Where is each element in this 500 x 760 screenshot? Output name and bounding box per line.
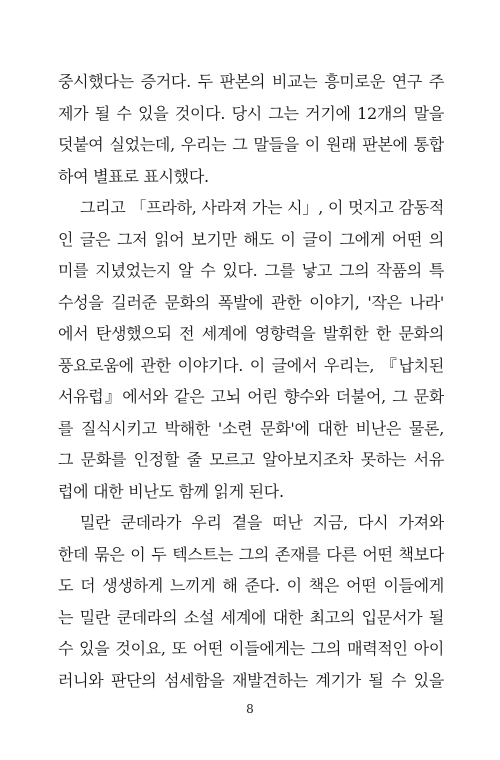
paragraph-1: [58, 66, 444, 192]
text-line: 하여 별표로 표시했다.: [58, 166, 209, 186]
text-line: 중시했다는 증거다. 두 판본의 비교는 흥미로운 연구 주: [58, 72, 444, 91]
body-text: [58, 66, 444, 696]
text-line: 그리고 「프라하, 사라져 가는 시」, 이 멋지고 감동적: [80, 198, 444, 217]
text-line: 인 글은 그저 읽어 보기만 해도 이 글이 그에게 어떤 의: [58, 229, 444, 249]
text-line: 풍요로움에 관한 이야기다. 이 글에서 우리는, 『납치된: [58, 355, 444, 375]
page-number: 8: [246, 702, 254, 716]
text-line: 미를 지녔었는지 알 수 있다. 그를 낳고 그의 작품의 특: [58, 261, 444, 280]
text-line: 제가 될 수 있을 것이다. 당시 그는 거기에 12개의 말을: [58, 103, 444, 123]
text-line: 수성을 길러준 문화의 폭발에 관한 이야기, '작은 나라': [58, 292, 444, 312]
text-line: 도 더 생생하게 느끼게 해 준다. 이 책은 어떤 이들에게: [58, 576, 444, 595]
text-line: 럽에 대한 비난도 함께 읽게 된다.: [58, 481, 284, 501]
paragraph-3: [58, 507, 444, 696]
text-line: 수 있을 것이요, 또 어떤 이들에게는 그의 매력적인 아이: [58, 639, 444, 658]
text-line: 에서 탄생했으되 전 세계에 영향력을 발휘한 한 문화의: [58, 324, 444, 343]
text-line: 는 밀란 쿤데라의 소설 세계에 대한 최고의 입문서가 될: [58, 607, 444, 627]
text-line: 덧붙여 실었는데, 우리는 그 말들을 이 원래 판본에 통합: [58, 135, 444, 154]
text-line: 러니와 판단의 섬세함을 재발견하는 계기가 될 수 있을: [58, 670, 444, 690]
text-line: 밀란 쿤데라가 우리 곁을 떠난 지금, 다시 가져와: [80, 513, 444, 532]
text-line: 그 문화를 인정할 줄 모르고 알아보지조차 못하는 서유: [58, 450, 444, 469]
paragraph-2: [58, 192, 444, 507]
text-line: 서유럽』에서와 같은 고뇌 어린 향수와 더불어, 그 문화: [58, 387, 444, 406]
text-line: 한데 묶은 이 두 텍스트는 그의 존재를 다른 어떤 책보다: [58, 544, 444, 564]
text-line: 를 질식시키고 박해한 '소련 문화'에 대한 비난은 물론,: [58, 418, 444, 438]
